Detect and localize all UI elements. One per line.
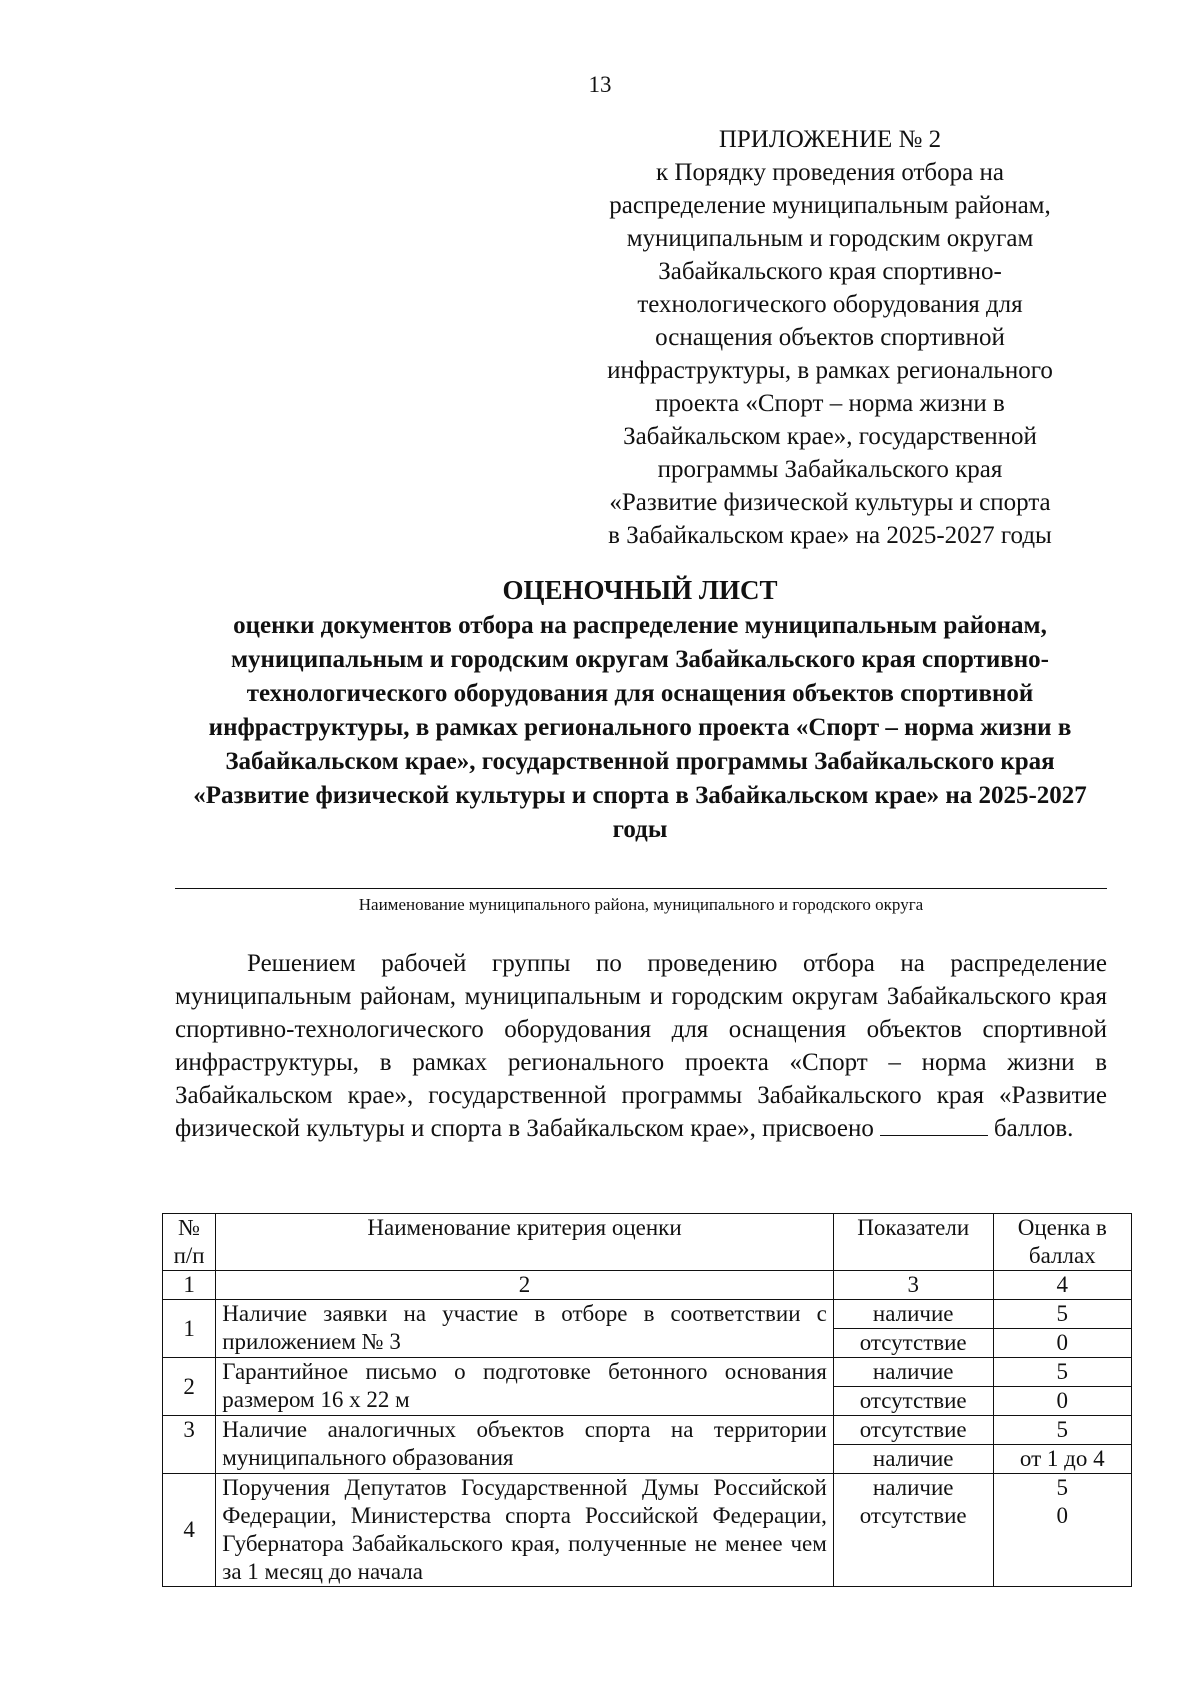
appendix-line: технологического оборудования для [637, 291, 1023, 318]
appendix-line: к Порядку проведения отбора на [656, 159, 1004, 186]
criterion-text: Наличие аналогичных объектов спорта на территории муниципального образования [216, 1416, 834, 1474]
score-cell [993, 1474, 1131, 1587]
indicator-value: отсутствие [859, 1503, 967, 1528]
criterion-text: Гарантийное письмо о подготовке бетонного основания размером 16 х 22 м [216, 1358, 834, 1416]
appendix-line: ПРИЛОЖЕНИЕ № 2 [718, 126, 942, 153]
appendix-line: распределение муниципальным районам, [609, 192, 1051, 219]
appendix-line: Забайкальском крае», государственной [623, 423, 1037, 450]
row-number: 2 [163, 1358, 216, 1416]
row-number: 3 [163, 1416, 216, 1474]
indicator-cell: отсутствие [833, 1387, 993, 1416]
header-cell: Наименование критерия оценки [216, 1214, 834, 1271]
row-number: 1 [163, 1300, 216, 1358]
score-cell: 0 [993, 1387, 1131, 1416]
indicator-cell: отсутствие [833, 1329, 993, 1358]
indicator-cell: отсутствие [833, 1416, 993, 1445]
decision-text: Решением рабочей группы по проведению отбора на распределение муниципальным районам, муниципальным и городским округам Забайкальского края спортивно-технологического оборудования для оснащения объектов спортивной инфраструктуры, в рамках регионального проекта «Спорт – норма жизни в Забайкальском крае», государственной программы Забайкальского края «Развитие физической культуры и спорта в Забайкальском крае», присвоено [175, 950, 1107, 1142]
score-cell: 5 [993, 1300, 1131, 1329]
title-subtitle: оценки документов отбора на распределение муниципальным районам, муниципальным и городским округам Забайкальского края спортивно-технологического оборудования для оснащения объектов спортивной инфраструктуры, в рамках регионального проекта «Спорт – норма жизни в Забайкальском крае», государственной программы Забайкальского края «Развитие физической культуры и спорта в Забайкальском крае» на 2025-2027 годы [193, 612, 1087, 843]
appendix-line: инфраструктуры, в рамках регионального [607, 357, 1053, 384]
table-row [163, 1358, 1132, 1387]
municipality-caption: Наименование муниципального района, муниципального и городского округа [358, 895, 924, 914]
score-blank [880, 1113, 988, 1136]
column-number: 3 [833, 1271, 993, 1300]
decision-text-end: баллов. [993, 1115, 1074, 1142]
criterion-text: Поручения Депутатов Государственной Думы Российской Федерации, Министерства спорта Российской Федерации, Губернатора Забайкальского края, полученные не менее чем за 1 месяц до начала [216, 1474, 834, 1587]
criteria-table [162, 1213, 1132, 1587]
appendix-line: в Забайкальском крае» на 2025-2027 годы [608, 522, 1052, 549]
score-cell: от 1 до 4 [993, 1445, 1131, 1474]
table-row [163, 1416, 1132, 1445]
municipality-name-line [175, 888, 1107, 889]
indicator-value: наличие [872, 1475, 954, 1500]
criterion-text: Наличие заявки на участие в отборе в соответствии с приложением № 3 [216, 1300, 834, 1358]
row-number: 4 [163, 1474, 216, 1587]
column-number: 1 [163, 1271, 216, 1300]
indicator-cell: наличие [833, 1445, 993, 1474]
score-cell: 0 [993, 1329, 1131, 1358]
header-cell: № п/п [163, 1214, 216, 1271]
column-number: 4 [993, 1271, 1131, 1300]
decision-paragraph [175, 947, 1107, 1145]
score-value: 0 [1056, 1503, 1069, 1528]
score-value: 5 [1056, 1475, 1069, 1500]
appendix-line: Забайкальского края спортивно- [658, 258, 1002, 285]
appendix-line: проекта «Спорт – норма жизни в [655, 390, 1005, 417]
score-cell: 5 [993, 1416, 1131, 1445]
table-row [163, 1474, 1132, 1587]
appendix-line: «Развитие физической культуры и спорта [609, 489, 1051, 516]
header-cell: Оценка в баллах [993, 1214, 1131, 1271]
column-number-row [163, 1271, 1132, 1300]
indicator-cell: наличие [833, 1358, 993, 1387]
table-header-row [163, 1214, 1132, 1271]
column-number: 2 [216, 1271, 834, 1300]
document-title [165, 573, 1115, 847]
score-cell: 5 [993, 1358, 1131, 1387]
indicator-cell [833, 1474, 993, 1587]
appendix-heading [585, 123, 1075, 552]
appendix-line: оснащения объектов спортивной [655, 324, 1005, 351]
title-main: ОЦЕНОЧНЫЙ ЛИСТ [502, 575, 778, 605]
table-row [163, 1300, 1132, 1329]
appendix-line: программы Забайкальского края [657, 456, 1003, 483]
page-number: 13 [588, 72, 612, 97]
header-cell: Показатели [833, 1214, 993, 1271]
appendix-line: муниципальным и городским округам [626, 225, 1034, 252]
indicator-cell: наличие [833, 1300, 993, 1329]
